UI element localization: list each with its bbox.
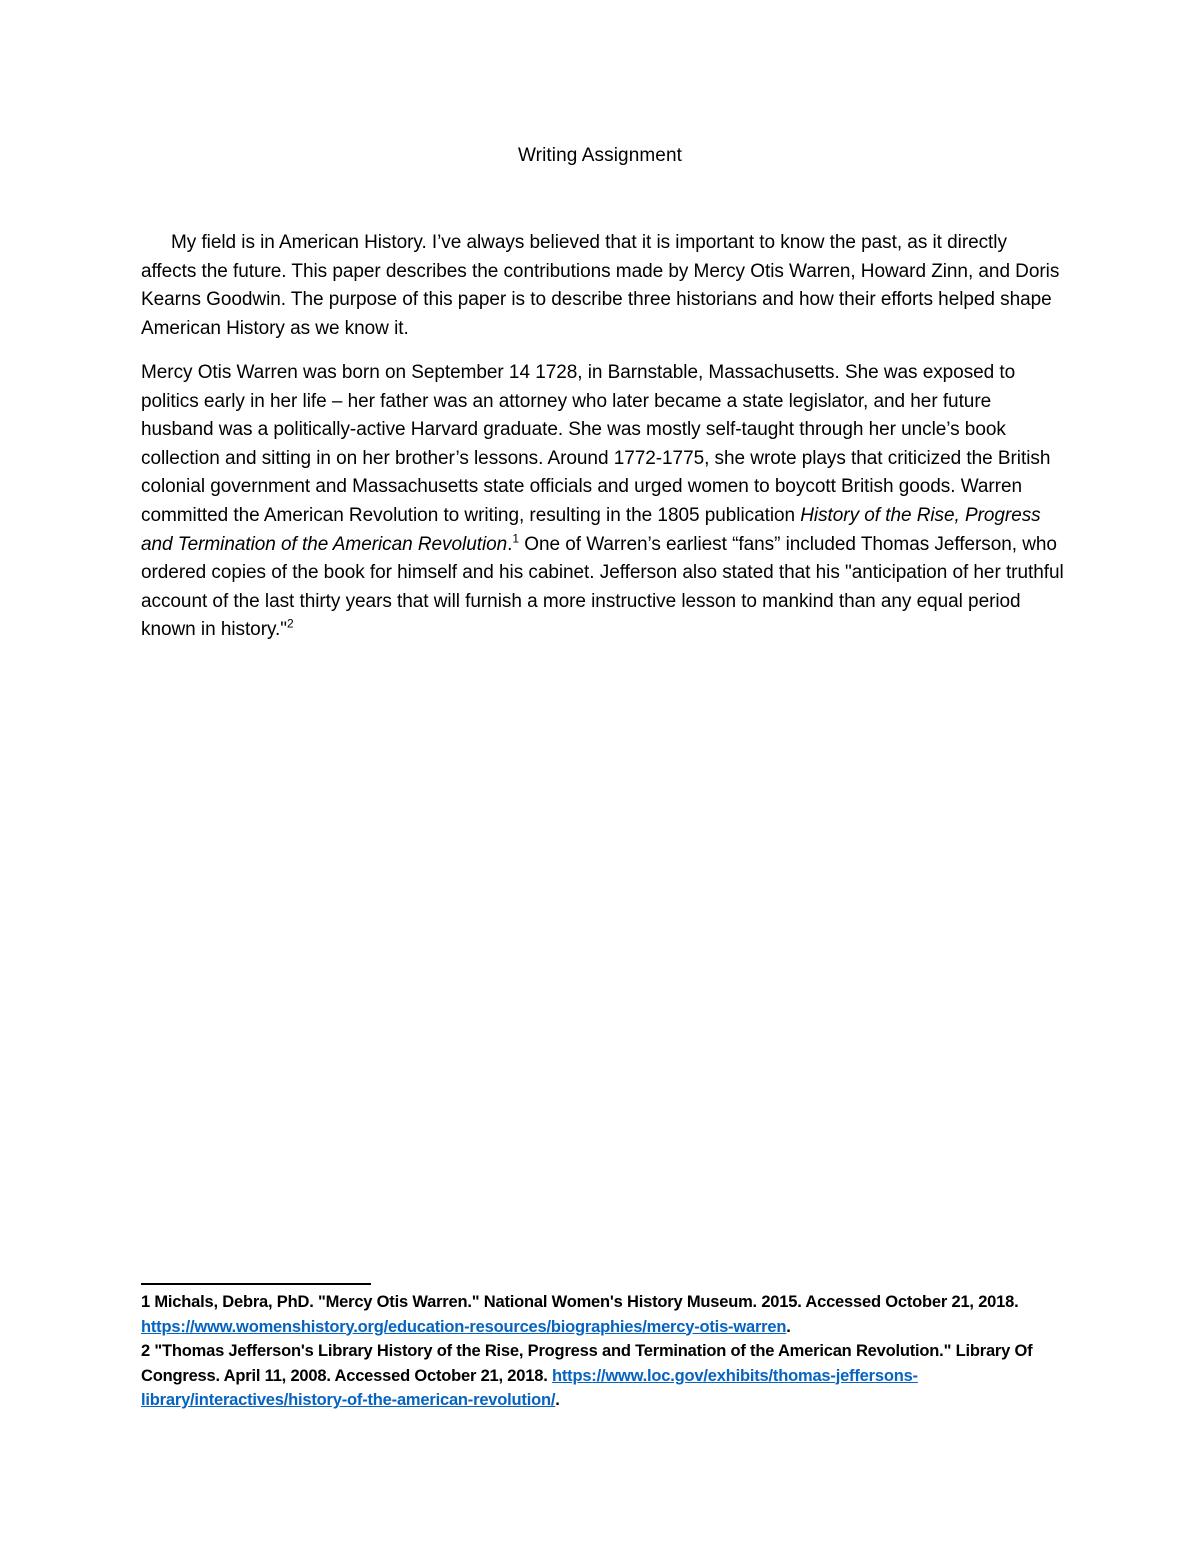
warren-paragraph-text-2: . bbox=[507, 533, 513, 555]
footnote-2-text: 2 "Thomas Jefferson's Library History of the Rise, Progress and Termination of the American Revolution." Library Of Congress. April 11, 2008. Accessed October 21, 2018. bbox=[141, 1342, 1033, 1385]
book-title: History of the Rise, Progress and Termination of the American Revolution bbox=[141, 504, 1041, 555]
warren-paragraph bbox=[141, 359, 1066, 645]
footnote-1-end: . bbox=[786, 1317, 791, 1336]
footnote-2-link[interactable]: https://www.loc.gov/exhibits/thomas-jeffersons-library/interactives/history-of-the-american-revolution/ bbox=[141, 1366, 918, 1409]
intro-paragraph: My field is in American History. I’ve always believed that it is important to know the past, as it directly affects the future. This paper describes the contributions made by Mercy Otis Warren, Howard Zinn, and Doris Kearns Goodwin. The purpose of this paper is to describe three historians and how their efforts helped shape American History as we know it. bbox=[141, 232, 1060, 339]
document-title: Writing Assignment bbox=[517, 145, 683, 166]
footnote-ref-2[interactable]: 2 bbox=[286, 617, 294, 632]
footnote-1-text: 1 Michals, Debra, PhD. "Mercy Otis Warren." National Women's History Museum. 2015. Accessed October 21, 2018. bbox=[141, 1293, 1019, 1311]
warren-paragraph-text-3: One of Warren’s earliest “fans” included Thomas Jefferson, who ordered copies of the book for himself and his cabinet. Jefferson also stated that his "anticipation of her truthful account of the last thirty years that will furnish a more instructive lesson to mankind than any equal period known in history." bbox=[141, 533, 1064, 641]
footnote-2-end: . bbox=[555, 1391, 560, 1409]
footnote-ref-1[interactable]: 1 bbox=[512, 531, 520, 546]
footnote-1-link[interactable]: https://www.womenshistory.org/education-resources/biographies/mercy-otis-warren bbox=[141, 1317, 787, 1336]
footnote-separator bbox=[141, 1283, 371, 1285]
warren-paragraph-text-1: Mercy Otis Warren was born on September 14 1728, in Barnstable, Massachusetts. She was exposed to politics early in her life – her father was an attorney who later became a state legislator, and her future husband was a politically-active Harvard graduate. She was mostly self-taught through her uncle’s book collection and sitting in on her brother’s lessons. Around 1772-1775, she wrote plays that criticized the British colonial government and Massachusetts state officials and urged women to boycott British goods. Warren committed the American Revolution to writing, resulting in the 1805 publication bbox=[141, 362, 1051, 526]
footnote-2 bbox=[141, 1339, 1066, 1413]
footnote-1 bbox=[141, 1290, 1066, 1339]
footnotes-section bbox=[141, 1290, 1066, 1413]
